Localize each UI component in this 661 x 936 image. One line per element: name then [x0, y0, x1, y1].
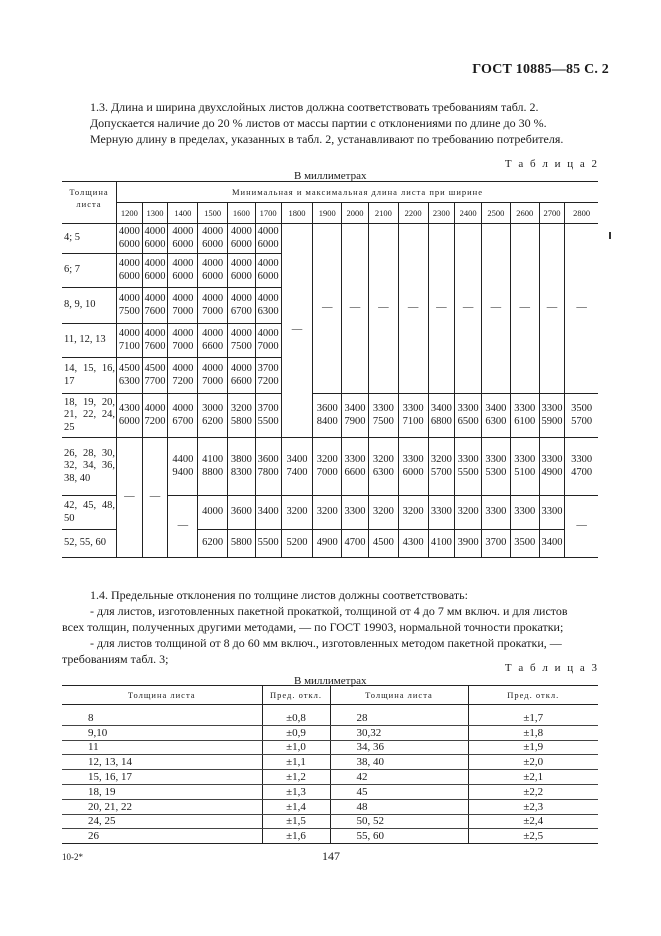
table2-cell: 4100 8800: [198, 438, 228, 496]
table3-thickness: 38, 40: [330, 755, 468, 770]
table2-cell: 4700: [342, 530, 369, 558]
table3-deviation: ±1,4: [262, 799, 330, 814]
table3-header-deviation-2: Пред. откл.: [468, 686, 598, 705]
table2-cell: 4000 6000: [168, 254, 198, 288]
table2-cell: 3300 5300: [482, 438, 511, 496]
table2-cell: 4000: [198, 496, 228, 530]
table3-thickness: 55, 60: [330, 829, 468, 844]
table2-cell: 4000 7500: [117, 288, 143, 324]
table2-cell: 3300 4700: [565, 438, 598, 496]
table2-cell: 3300 4900: [539, 438, 565, 496]
para-1-4-line-1: 1.4. Предельные отклонения по толщине листов должны соответствовать:: [90, 588, 468, 602]
table2-width-1200: 1200: [117, 203, 143, 224]
table2-dash: —: [565, 224, 598, 394]
table2-dash-1300: —: [142, 438, 168, 558]
table3-deviation: ±0,8: [262, 711, 330, 725]
table2-cell: 4000 7000: [168, 288, 198, 324]
table2-cell: 3900: [455, 530, 482, 558]
table3-thickness: 24, 25: [62, 814, 262, 829]
table2-cell: 4000 6300: [255, 288, 281, 324]
table3-header-deviation-1: Пред. откл.: [262, 686, 330, 705]
table2-cell: 3200: [455, 496, 482, 530]
table2-cell: 4000 7600: [142, 288, 168, 324]
table3-thickness: 50, 52: [330, 814, 468, 829]
table3-thickness: 26: [62, 829, 262, 844]
table2-cell: 3300 7500: [368, 394, 398, 438]
table2-cell: 3600 7800: [255, 438, 281, 496]
table2-dash: —: [342, 224, 369, 394]
page-header: ГОСТ 10885—85 С. 2: [472, 62, 609, 77]
table2-width-1300: 1300: [142, 203, 168, 224]
table2-cell: 3400 6300: [482, 394, 511, 438]
table2-width-2600: 2600: [510, 203, 539, 224]
table2-dash: —: [368, 224, 398, 394]
table2-cell: 4000 7500: [228, 324, 256, 358]
table2-cell: 4000 7000: [198, 358, 228, 394]
table2-cell: 4900: [313, 530, 342, 558]
table2-cell: 3300: [539, 496, 565, 530]
table-2: [62, 181, 598, 558]
table2-cell: 4300: [398, 530, 428, 558]
table2-thickness-cell: 6; 7: [62, 254, 117, 288]
table2-cell: 3300: [510, 496, 539, 530]
table2-cell: 4000 6000: [142, 224, 168, 254]
table2-cell: 3700 7200: [255, 358, 281, 394]
table3-deviation: ±1,6: [262, 829, 330, 844]
table2-row: [62, 224, 598, 254]
table3-row: [62, 814, 598, 829]
table3-deviation: ±2,2: [468, 784, 598, 799]
table2-dash: —: [398, 224, 428, 394]
table2-thickness-cell: 14, 15, 16, 17: [62, 358, 117, 394]
table3-label: Т а б л и ц а 3: [504, 662, 599, 674]
table2-cell: 3300 6600: [342, 438, 369, 496]
table2-width-2800: 2800: [565, 203, 598, 224]
table3-thickness: 12, 13, 14: [62, 755, 262, 770]
table2-row: [62, 394, 598, 438]
table3-deviation: ±2,4: [468, 814, 598, 829]
table3-thickness: 8: [62, 711, 262, 725]
table3-row: [62, 799, 598, 814]
table2-cell: 3400: [255, 496, 281, 530]
margin-mark: [609, 232, 611, 239]
para-1-4-line-3: всех толщин, полученных другими методами, — по ГОСТ 19903, нормальной точности прокатки;: [62, 620, 564, 634]
table2-dash-1200: —: [117, 438, 143, 558]
table2-cell: 3800 8300: [228, 438, 256, 496]
table3-row: [62, 725, 598, 740]
table2-thickness-cell: 18, 19, 20, 21, 22, 24, 25: [62, 394, 117, 438]
table3-row: [62, 829, 598, 844]
table2-width-2700: 2700: [539, 203, 565, 224]
table3-header-thickness-1: Толщина листа: [62, 686, 262, 705]
table2-cell: 3600 8400: [313, 394, 342, 438]
table2-cell: 4500 6300: [117, 358, 143, 394]
table2-cell: 3200 7000: [313, 438, 342, 496]
table2-width-2400: 2400: [455, 203, 482, 224]
table2-cell: 4500: [368, 530, 398, 558]
table2-width-1700: 1700: [255, 203, 281, 224]
table2-cell: 3400 7900: [342, 394, 369, 438]
table2-cell: 3200 6300: [368, 438, 398, 496]
table3-units: В миллиметрах: [294, 675, 367, 687]
table2-dash: —: [539, 224, 565, 394]
table2-cell: 4000 7000: [198, 288, 228, 324]
table2-cell: 4000 7000: [168, 324, 198, 358]
table2-dash: —: [455, 224, 482, 394]
table3-thickness: 30,32: [330, 725, 468, 740]
table2-cell: 4000 6000: [255, 224, 281, 254]
table2-dash: —: [428, 224, 455, 394]
table2-width-1800: 1800: [281, 203, 313, 224]
para-1-3-line-3: Мерную длину в пределах, указанных в табл. 2, устанавливают по требованию потребителя.: [90, 132, 564, 146]
para-1-4-line-2: - для листов, изготовленных пакетной прокаткой, толщиной от 4 до 7 мм включ. и для листов: [90, 604, 568, 618]
table2-cell: 3700 5500: [255, 394, 281, 438]
table2-cell: 4500 7700: [142, 358, 168, 394]
table3-thickness: 28: [330, 711, 468, 725]
table2-cell: 3300 5900: [539, 394, 565, 438]
table2-cell: 3200: [398, 496, 428, 530]
table2-dash: —: [510, 224, 539, 394]
table2-units: В миллиметрах: [294, 170, 367, 182]
table2-thickness-cell: 26, 28, 30, 32, 34, 36, 38, 40: [62, 438, 117, 496]
table2-cell: 3300 6100: [510, 394, 539, 438]
table2-cell: 4000 6000: [198, 254, 228, 288]
table2-width-2100: 2100: [368, 203, 398, 224]
table3-deviation: ±0,9: [262, 725, 330, 740]
table2-cell: 5800: [228, 530, 256, 558]
table2-width-2200: 2200: [398, 203, 428, 224]
table2-cell: 4000 6600: [198, 324, 228, 358]
para-1-3-line-1: 1.3. Длина и ширина двухслойных листов должна соответствовать требованиям табл. 2.: [90, 100, 539, 114]
table2-width-1600: 1600: [228, 203, 256, 224]
table2-width-2300: 2300: [428, 203, 455, 224]
table3-thickness: 15, 16, 17: [62, 770, 262, 785]
table3-deviation: ±1,5: [262, 814, 330, 829]
table2-cell: 3200: [281, 496, 313, 530]
table3-thickness: 11: [62, 740, 262, 755]
table2-cell: 4000 6000: [228, 254, 256, 288]
table2-thickness-header: Толщина листа: [62, 182, 117, 224]
table2-row: [62, 438, 598, 496]
para-1-4-line-4: - для листов толщиной от 8 до 60 мм включ., изготовленных методом пакетной прокатки, —: [90, 636, 562, 650]
table2-width-header: Минимальная и максимальная длина листа при ширине: [117, 182, 599, 203]
table2-cell: 4000 6000: [117, 254, 143, 288]
table2-cell: 3300 6000: [398, 438, 428, 496]
table2-cell: 3400 7400: [281, 438, 313, 496]
table2-cell: 4000 6000: [168, 224, 198, 254]
table2-cell: 3400: [539, 530, 565, 558]
table3-header-thickness-2: Толщина листа: [330, 686, 468, 705]
table2-dash-2800: —: [565, 496, 598, 558]
table2-cell: 3300 5500: [455, 438, 482, 496]
table2-cell: 3300 7100: [398, 394, 428, 438]
table2-cell: 4000 6000: [142, 254, 168, 288]
table2-cell: 3500: [510, 530, 539, 558]
table2-thickness-cell: 8, 9, 10: [62, 288, 117, 324]
table2-thickness-cell: 42, 45, 48, 50: [62, 496, 117, 530]
para-1-3-line-2: Допускается наличие до 20 % листов от массы партии с отклонениями по длине до 30 %.: [90, 116, 547, 130]
table2-cell: 3300: [482, 496, 511, 530]
table2-cell: 4000 6700: [228, 288, 256, 324]
table2-label: Т а б л и ц а 2: [504, 158, 599, 170]
table2-cell: 3300: [428, 496, 455, 530]
table3-deviation: ±1,9: [468, 740, 598, 755]
table2-cell: 4000 6000: [117, 224, 143, 254]
table2-cell: 4100: [428, 530, 455, 558]
table2-width-1900: 1900: [313, 203, 342, 224]
table3-row: [62, 770, 598, 785]
table3-thickness: 34, 36: [330, 740, 468, 755]
table3-deviation: ±2,3: [468, 799, 598, 814]
table2-cell: 4000 6000: [198, 224, 228, 254]
table2-cell: 5200: [281, 530, 313, 558]
table2-dash: —: [482, 224, 511, 394]
table2-dash: —: [313, 224, 342, 394]
table2-cell: 3700: [482, 530, 511, 558]
table2-cell: 4000 6000: [255, 254, 281, 288]
table3-deviation: ±1,8: [468, 725, 598, 740]
table3-deviation: ±1,1: [262, 755, 330, 770]
table2-dash-1800: —: [281, 224, 313, 438]
page-number: 147: [322, 849, 340, 863]
table3-deviation: ±2,0: [468, 755, 598, 770]
table3-thickness: 48: [330, 799, 468, 814]
table2-cell: 4000 7000: [255, 324, 281, 358]
table2-cell: 4000 7600: [142, 324, 168, 358]
para-1-4-line-5: требованиям табл. 3;: [62, 652, 169, 666]
table2-cell: 3300: [342, 496, 369, 530]
table3-thickness: 42: [330, 770, 468, 785]
table3-deviation: ±2,5: [468, 829, 598, 844]
table3-deviation: ±1,0: [262, 740, 330, 755]
table2-cell: 4000 6700: [168, 394, 198, 438]
table3-thickness: 18, 19: [62, 784, 262, 799]
table2-cell: 6200: [198, 530, 228, 558]
table3-deviation: ±1,7: [468, 711, 598, 725]
table2-cell: 3500 5700: [565, 394, 598, 438]
table2-width-2500: 2500: [482, 203, 511, 224]
table2-cell: 4300 6000: [117, 394, 143, 438]
table2-width-1400: 1400: [168, 203, 198, 224]
table3-row: [62, 784, 598, 799]
table2-cell: 3400 6800: [428, 394, 455, 438]
table3-row: [62, 755, 598, 770]
table3-deviation: ±2,1: [468, 770, 598, 785]
table3-deviation: ±1,2: [262, 770, 330, 785]
table2-cell: 3200 5700: [428, 438, 455, 496]
table3-deviation: ±1,3: [262, 784, 330, 799]
table3-thickness: 20, 21, 22: [62, 799, 262, 814]
table2-cell: 3200 5800: [228, 394, 256, 438]
table2-cell: 4400 9400: [168, 438, 198, 496]
table2-thickness-cell: 52, 55, 60: [62, 530, 117, 558]
table2-cell: 3200: [313, 496, 342, 530]
table3-row: [62, 711, 598, 725]
table3-thickness: 45: [330, 784, 468, 799]
table2-cell: 4000 6600: [228, 358, 256, 394]
table2-cell: 3300 5100: [510, 438, 539, 496]
table2-cell: 3300 6500: [455, 394, 482, 438]
table2-thickness-cell: 4; 5: [62, 224, 117, 254]
table2-cell: 3000 6200: [198, 394, 228, 438]
table2-cell: 3600: [228, 496, 256, 530]
table2-width-1500: 1500: [198, 203, 228, 224]
table2-cell: 4000 7100: [117, 324, 143, 358]
table3-thickness: 9,10: [62, 725, 262, 740]
footer-mark: 10-2*: [62, 852, 83, 862]
table-3: [62, 685, 598, 844]
table2-thickness-cell: 11, 12, 13: [62, 324, 117, 358]
table2-cell: 4000 6000: [228, 224, 256, 254]
table2-cell: 4000 7200: [168, 358, 198, 394]
table2-cell: 4000 7200: [142, 394, 168, 438]
table2-width-2000: 2000: [342, 203, 369, 224]
table2-cell: 3200: [368, 496, 398, 530]
table2-cell: 5500: [255, 530, 281, 558]
table2-dash-1400: —: [168, 496, 198, 558]
table3-row: [62, 740, 598, 755]
